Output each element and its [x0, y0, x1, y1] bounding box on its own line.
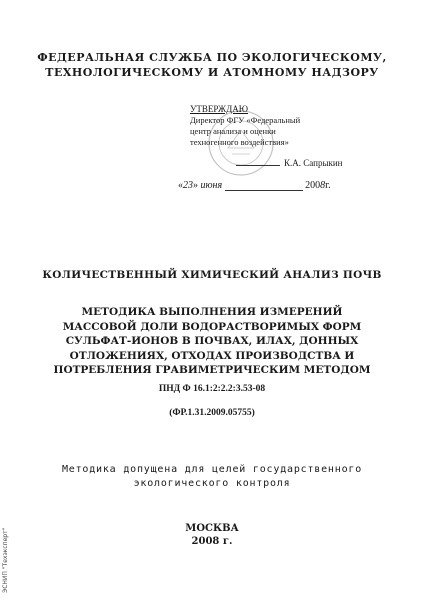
registration-number: (ФР.1.31.2009.05755): [169, 408, 255, 418]
side-watermark-text: ЭСНИП "Техэксперт": [2, 527, 9, 593]
approval-note-line-1: Методика допущена для целей государственного: [61, 464, 363, 475]
date-year-suffix: г.: [325, 180, 331, 191]
approval-heading: УТВЕРЖДАЮ: [190, 104, 249, 114]
approval-line-1: Директор ФГУ «Федеральный: [190, 115, 301, 125]
date-month: июня: [200, 180, 223, 191]
signature-line: [236, 165, 280, 166]
document-type: КОЛИЧЕСТВЕННЫЙ ХИМИЧЕСКИЙ АНАЛИЗ ПОЧВ: [42, 269, 382, 281]
approval-line-3: техногенного воздействия»: [190, 137, 289, 147]
method-title: [0, 305, 424, 378]
method-title-line-3: СУЛЬФАТ-ИОНОВ В ПОЧВАХ, ИЛАХ, ДОННЫХ: [65, 335, 359, 347]
agency-line-2: ТЕХНОЛОГИЧЕСКОМУ И АТОМНОМУ НАДЗОРУ: [45, 66, 379, 79]
side-watermark: [2, 505, 12, 595]
approval-note-line-2: экологического контроля: [133, 478, 291, 489]
date-open-quote: «: [178, 180, 183, 191]
method-title-line-1: МЕТОДИКА ВЫПОЛНЕНИЯ ИЗМЕРЕНИЙ: [81, 306, 343, 318]
publication-info: [0, 522, 424, 548]
date-close-quote: »: [193, 180, 198, 191]
approval-date: [178, 180, 331, 191]
publication-place: МОСКВА: [185, 523, 239, 534]
date-year-prefix: 200: [305, 180, 321, 191]
approval-note: [0, 463, 424, 491]
signature-name: К.А. Сапрыкин: [284, 158, 343, 168]
publication-year: 2008 г.: [191, 536, 233, 547]
method-title-line-4: ОТЛОЖЕНИЯХ, ОТХОДАХ ПРОИЗВОДСТВА И: [69, 349, 355, 362]
date-day: 23: [183, 180, 193, 191]
date-underline: [225, 180, 303, 191]
document-code: ПНД Ф 16.1:2:2.2:3.53-08: [158, 384, 266, 394]
method-title-line-2: МАССОВОЙ ДОЛИ ВОДОРАСТВОРИМЫХ ФОРМ: [62, 320, 362, 333]
agency-line-1: ФЕДЕРАЛЬНАЯ СЛУЖБА ПО ЭКОЛОГИЧЕСКОМУ,: [37, 51, 387, 64]
method-title-line-5: ПОТРЕБЛЕНИЯ ГРАВИМЕТРИЧЕСКИМ МЕТОДОМ: [53, 364, 371, 376]
approval-block: [190, 104, 390, 148]
agency-header: [0, 50, 424, 80]
date-year-hand: 8: [320, 180, 326, 191]
approval-line-2: центр анализа и оценки: [190, 126, 276, 136]
